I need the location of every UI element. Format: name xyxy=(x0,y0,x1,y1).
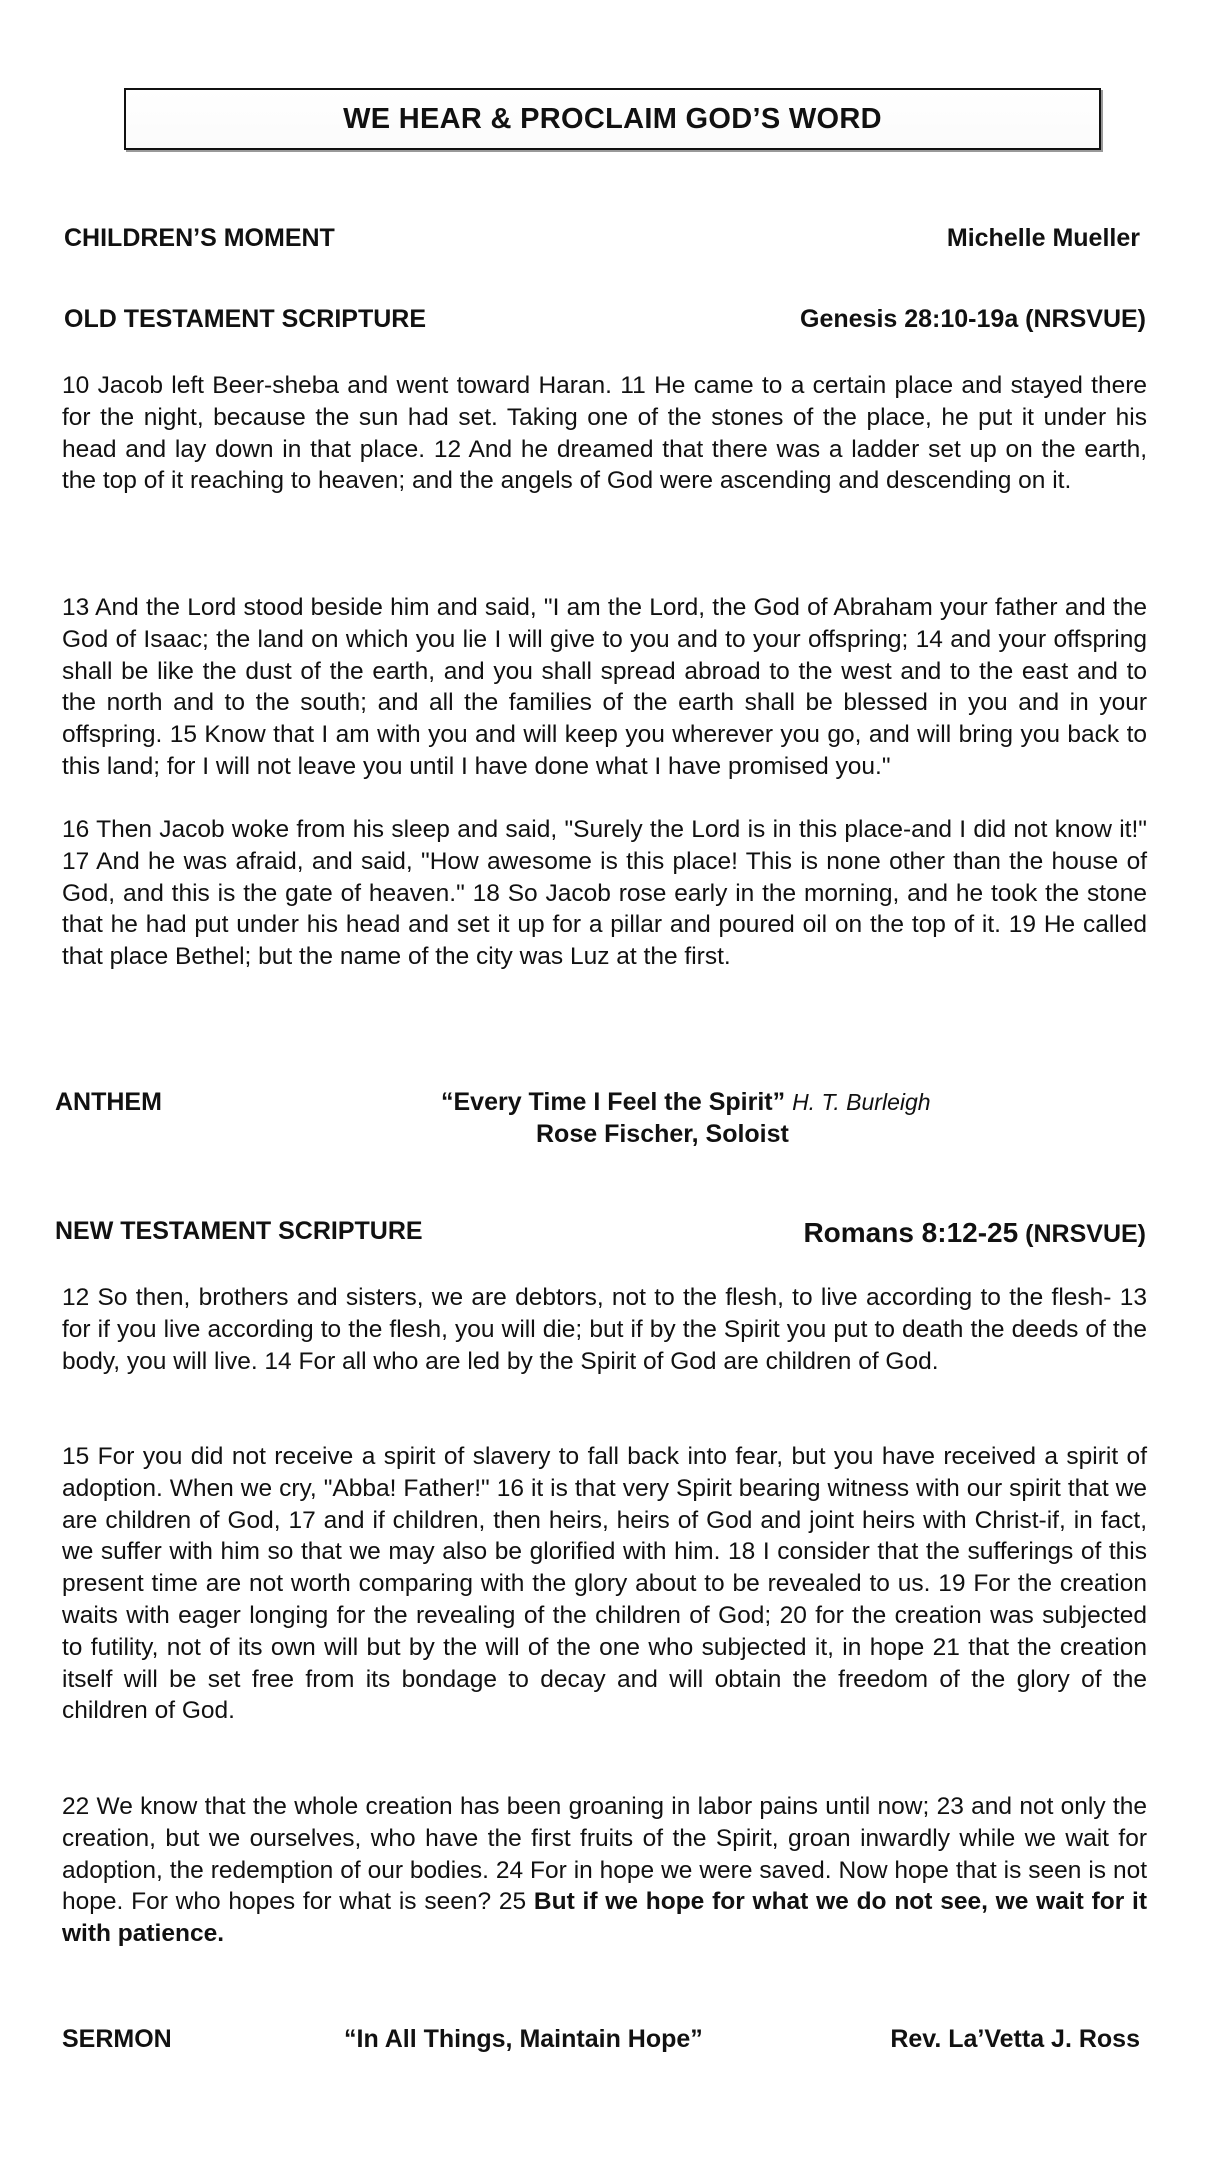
childrens-moment-label: CHILDREN’S MOMENT xyxy=(64,224,335,252)
anthem-title-line xyxy=(441,1088,931,1117)
old-testament-label: OLD TESTAMENT SCRIPTURE xyxy=(64,305,427,333)
sermon-title: “In All Things, Maintain Hope” xyxy=(344,2025,703,2053)
old-testament-row xyxy=(62,305,1146,341)
anthem-label: ANTHEM xyxy=(55,1088,162,1116)
anthem-soloist: Rose Fischer, Soloist xyxy=(536,1120,789,1148)
new-testament-last-bold: But if we hope for what we do not see, we wait for it with patience. xyxy=(62,1888,1147,1948)
anthem-soloist-row xyxy=(62,1120,1146,1156)
anthem-row xyxy=(55,1088,1139,1124)
section-title-box xyxy=(124,88,1101,150)
childrens-moment-row xyxy=(62,224,1146,260)
new-testament-label: NEW TESTAMENT SCRIPTURE xyxy=(55,1217,423,1245)
old-testament-paragraph: 16 Then Jacob woke from his sleep and said, "Surely the Lord is in this place-and I did not know it!" 17 And he was afraid, and said, "How awesome is this place! This is none other than the house of God, and this is the gate of heaven." 18 So Jacob rose early in the morning, and he took the stone that he had put under his head and set it up for a pillar and poured oil on the top of it. 19 He called that place Bethel; but the name of the city was Luz at the first. xyxy=(62,816,1147,971)
anthem-title: “Every Time I Feel the Spirit” xyxy=(441,1088,786,1116)
old-testament-paragraph: 13 And the Lord stood beside him and said, "I am the Lord, the God of Abraham your father and the God of Isaac; the land on which you lie I will give to you and to your offspring; 14 and your offspring shall be like the dust of the earth, and you shall spread abroad to the west and to the east and to the north and to the south; and all the families of the earth shall be blessed in you and in your offspring. 15 Know that I am with you and will keep you wherever you go, and will bring you back to this land; for I will not leave you until I have done what I have promised you." xyxy=(62,594,1147,780)
old-testament-reference: Genesis 28:10-19a (NRSVUE) xyxy=(800,305,1146,333)
new-testament-reference-version: (NRSVUE) xyxy=(1025,1220,1146,1248)
old-testament-paragraph: 10 Jacob left Beer-sheba and went toward Haran. 11 He came to a certain place and stayed there for the night, because the sun had set. Taking one of the stones of the place, he put it under his head and lay down in that place. 12 And he dreamed that there was a ladder set up on the earth, the top of it reaching to heaven; and the angels of God were ascending and descending on it. xyxy=(62,372,1147,495)
new-testament-paragraph-last xyxy=(62,1791,1147,1950)
new-testament-paragraph: 15 For you did not receive a spirit of slavery to fall back into fear, but you have received a spirit of adoption. When we cry, "Abba! Father!" 16 it is that very Spirit bearing witness with our spirit that we are children of God, 17 and if children, then heirs, heirs of God and joint heirs with Christ-if, in fact, we suffer with him so that we may also be glorified with him. 18 I consider that the sufferings of this present time are not worth comparing with the glory about to be revealed to us. 19 For the creation waits with eager longing for the revealing of the children of God; 20 for the creation was subjected to futility, not of its own will but by the will of the one who subjected it, in hope 21 that the creation itself will be set free from its bondage to decay and will obtain the freedom of the glory of the children of God. xyxy=(62,1443,1147,1725)
new-testament-last-plain: 22 We know that the whole creation has been groaning in labor pains until now; 23 and not only the creation, but we ourselves, who have the first fruits of the Spirit, groan inwardly while we wait for adoption, the redemption of our bodies. 24 For in hope we were saved. Now hope that is seen is not hope. For who hopes for what is seen? 25 xyxy=(62,1793,1147,1916)
section-title: WE HEAR & PROCLAIM GOD’S WORD xyxy=(343,102,882,135)
anthem-composer: H. T. Burleigh xyxy=(792,1089,931,1115)
sermon-label: SERMON xyxy=(62,2025,172,2053)
new-testament-row xyxy=(55,1217,1146,1253)
sermon-row xyxy=(62,2025,1146,2061)
new-testament-reference xyxy=(803,1217,1146,1249)
new-testament-paragraph: 12 So then, brothers and sisters, we are debtors, not to the flesh, to live according to the flesh- 13 for if you live according to the flesh, you will die; but if by the Spirit you put to death the deeds of the body, you will live. 14 For all who are led by the Spirit of God are children of God. xyxy=(62,1284,1147,1375)
sermon-preacher: Rev. La’Vetta J. Ross xyxy=(890,2025,1140,2053)
childrens-moment-leader: Michelle Mueller xyxy=(946,224,1140,252)
new-testament-reference-book: Romans 8:12-25 xyxy=(803,1217,1019,1248)
